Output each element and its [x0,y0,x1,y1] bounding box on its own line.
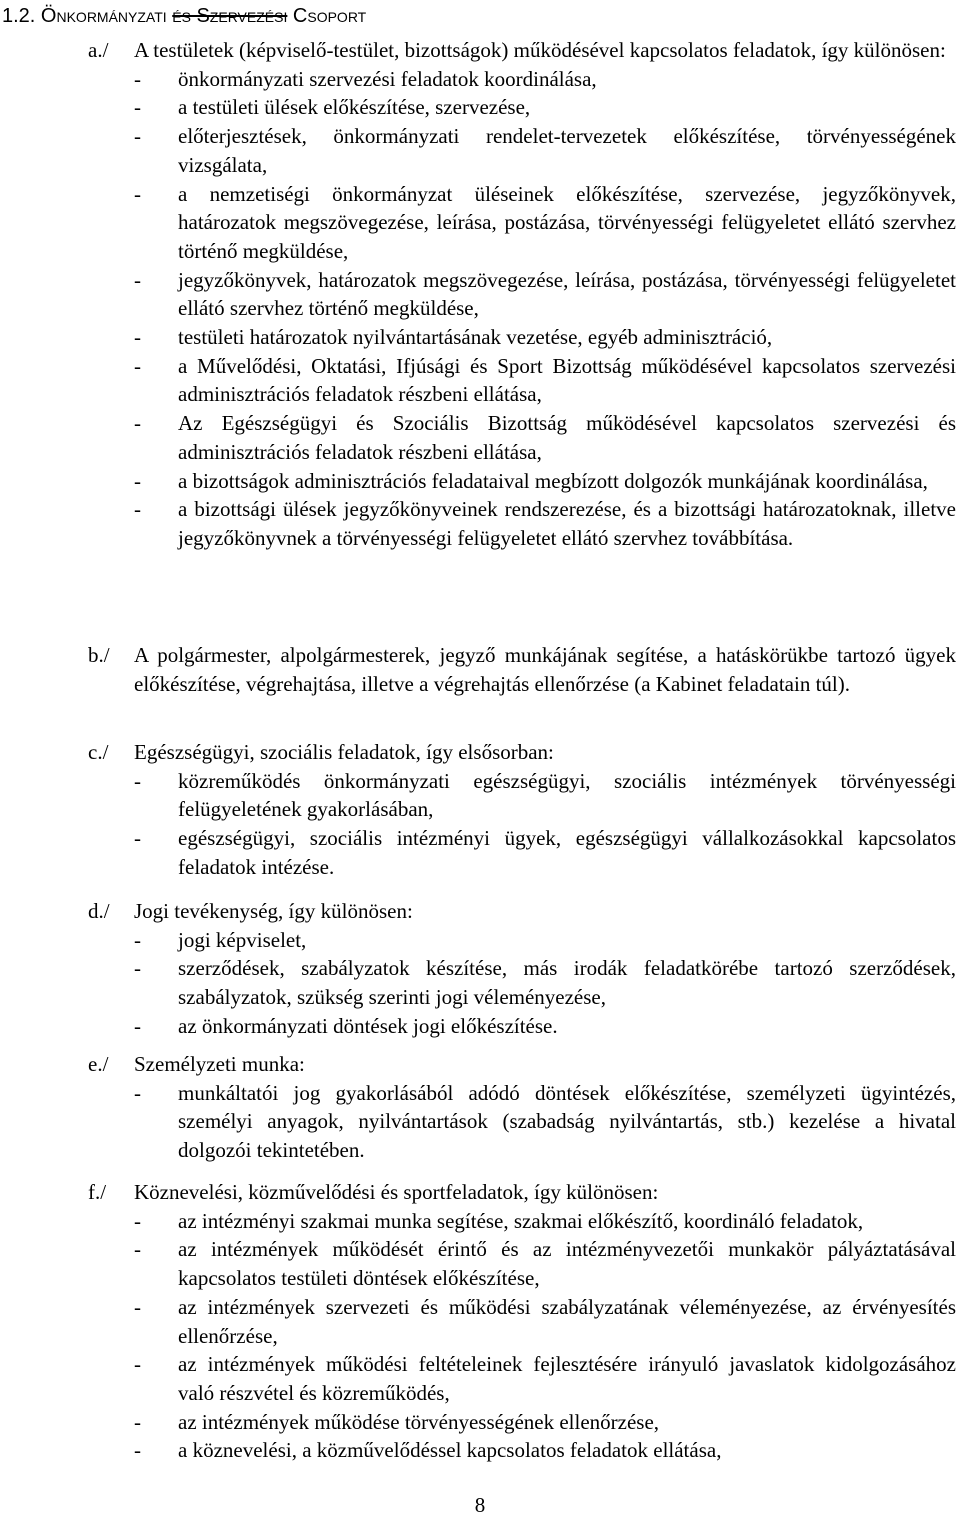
list-item [134,266,956,323]
list-item-text: egészségügyi, szociális intézményi ügyek, egészségügyi vállalkozásokkal kapcsolatos feladatok intézése. [178,826,956,879]
list-item [134,1408,956,1437]
section-c-list [88,767,956,882]
section-e-title: Személyzeti munka: [134,1052,305,1076]
section-f-header [88,1178,956,1207]
section-b-label: b./ [88,643,110,667]
list-item [134,1293,956,1350]
list-item-text: testületi határozatok nyilvántartásának vezetése, egyéb adminisztráció, [178,325,773,350]
section-d [88,897,956,1041]
section-e [88,1050,956,1165]
bullet-dash: - [134,1438,141,1463]
list-item-text: az intézményi szakmai munka segítése, szakmai előkészítő, koordináló feladatok, [178,1208,864,1233]
section-f [88,1178,956,1465]
section-e-header [88,1050,956,1079]
bullet-dash: - [134,353,141,378]
list-item-text: a bizottsági ülések jegyzőkönyveinek rendszerezése, és a bizottsági határozatoknak, illetve jegyzőkönyvnek a törvényességi felügyeletet ellátó szervhez továbbítása. [178,497,956,550]
list-item [134,323,956,352]
section-a-label: a./ [88,38,109,62]
bullet-dash: - [134,267,141,292]
page-number: 8 [474,1493,486,1517]
list-item [134,467,956,496]
list-item [134,93,956,122]
list-item [134,1207,956,1236]
list-item [134,352,956,409]
section-c-title: Egészségügyi, szociális feladatok, így elsősorban: [134,740,554,764]
bullet-dash: - [134,325,141,350]
section-f-title: Köznevelési, közművelődési és sportfeladatok, így különösen: [134,1180,659,1204]
list-item-text: Az Egészségügyi és Szociális Bizottság működésével kapcsolatos szervezési és adminisztrációs feladatok részbeni ellátása, [178,411,956,464]
list-item [134,65,956,94]
list-item [134,954,956,1011]
bullet-dash: - [134,181,141,206]
section-e-label: e./ [88,1052,109,1076]
heading-word-2: és Szervezési [172,5,288,27]
section-a-header [88,36,956,65]
list-item-text: önkormányzati szervezési feladatok koordinálása, [178,66,597,91]
bullet-dash: - [134,66,141,91]
list-item-text: az intézmények működése törvényességének ellenőrzése, [178,1409,660,1434]
list-item [134,122,956,179]
section-b [88,641,956,698]
bullet-dash: - [134,1237,141,1262]
list-item-text: közreműködés önkormányzati egészségügyi, szociális intézmények törvényességi felügyeletének gyakorlásában, [178,768,956,822]
bullet-dash: - [134,956,141,981]
bullet-dash: - [134,95,141,120]
bullet-dash: - [134,1208,141,1233]
section-c-header [88,738,956,767]
list-item [134,824,956,881]
bullet-dash: - [134,468,141,493]
bullet-dash: - [134,927,141,952]
section-d-label: d./ [88,899,110,923]
section-heading [2,5,366,27]
heading-word-1: Önkormányzati [40,5,167,27]
list-item [134,1012,956,1041]
section-d-title: Jogi tevékenység, így különösen: [134,899,413,923]
list-item-text: jogi képviselet, [178,927,307,952]
list-item-text: a bizottságok adminisztrációs feladataival megbízott dolgozók munkájának koordinálása, [178,468,928,493]
section-a-title: A testületek (képviselő-testület, bizottságok) működésével kapcsolatos feladatok, így különösen: [134,38,946,62]
list-item-text: a nemzetiségi önkormányzat üléseinek előkészítése, szervezése, jegyzőkönyvek, határozatok megszövegezése, leírása, postázása, törvényességi felügyeletet ellátó szervhez történő megküldése, [178,181,956,263]
list-item-text: a köznevelési, a közművelődéssel kapcsolatos feladatok ellátása, [178,1438,722,1463]
list-item [134,180,956,266]
list-item-text: az intézmények működési feltételeinek fejlesztésére irányuló javaslatok kidolgozásához való részvétel és közreműködés, [178,1352,956,1405]
list-item-text: szerződések, szabályzatok készítése, más irodák feladatkörébe tartozó szerződések, szabályzatok, szükség szerinti jogi véleményezése, [178,956,956,1010]
list-item [134,1436,956,1465]
section-a-list [88,65,956,553]
list-item [134,1350,956,1407]
section-d-list [88,926,956,1041]
bullet-dash: - [134,497,141,522]
list-item [134,409,956,466]
section-c [88,738,956,882]
list-item [134,495,956,552]
section-a [88,36,956,553]
heading-number: 1.2. [2,5,36,27]
list-item-text: jegyzőkönyvek, határozatok megszövegezése, leírása, postázása, törvényességi felügyeletet ellátó szervhez történő megküldése, [178,267,956,321]
section-b-title: A polgármester, alpolgármesterek, jegyző munkájának segítése, a hatáskörükbe tartozó ügyek előkészítése, végrehajtása, illetve a végrehajtás ellenőrzése (a Kabinet feladatain túl). [134,643,956,696]
heading-word-3: Csoport [292,5,367,27]
section-f-label: f./ [88,1180,107,1204]
bullet-dash: - [134,826,141,851]
list-item [134,767,956,824]
bullet-dash: - [134,1294,141,1319]
bullet-dash: - [134,1352,141,1377]
list-item [134,926,956,955]
section-d-header [88,897,956,926]
list-item-text: a testületi ülések előkészítése, szervezése, [178,95,531,120]
bullet-dash: - [134,124,141,149]
list-item [134,1235,956,1292]
list-item-text: a Művelődési, Oktatási, Ifjúsági és Sport Bizottság működésével kapcsolatos szervezési adminisztrációs feladatok részbeni ellátása, [178,353,956,407]
list-item-text: az önkormányzati döntések jogi előkészítése. [178,1013,558,1038]
list-item-text: az intézmények szervezeti és működési szabályzatának véleményezése, az érvényesítés ellenőrzése, [178,1294,956,1348]
section-e-list [88,1079,956,1165]
list-item-text: az intézmények működését érintő és az intézményvezetői munkakör pályáztatásával kapcsolatos testületi döntések előkészítése, [178,1237,956,1291]
list-item-text: munkáltatói jog gyakorlásából adódó döntések előkészítése, személyzeti ügyintézés, személyi anyagok, nyilvántartások (szabadság nyilvántartás, stb.) kezelése a hivatal dolgozói tekintetében. [178,1080,956,1163]
bullet-dash: - [134,1080,141,1105]
list-item-text: előterjesztések, önkormányzati rendelet-tervezetek előkészítése, törvényességének vizsgálata, [178,124,956,177]
section-f-list [88,1207,956,1465]
list-item [134,1079,956,1165]
bullet-dash: - [134,768,141,793]
section-c-label: c./ [88,740,109,764]
bullet-dash: - [134,1013,141,1038]
section-b-header [88,641,956,698]
bullet-dash: - [134,411,141,436]
bullet-dash: - [134,1409,141,1434]
